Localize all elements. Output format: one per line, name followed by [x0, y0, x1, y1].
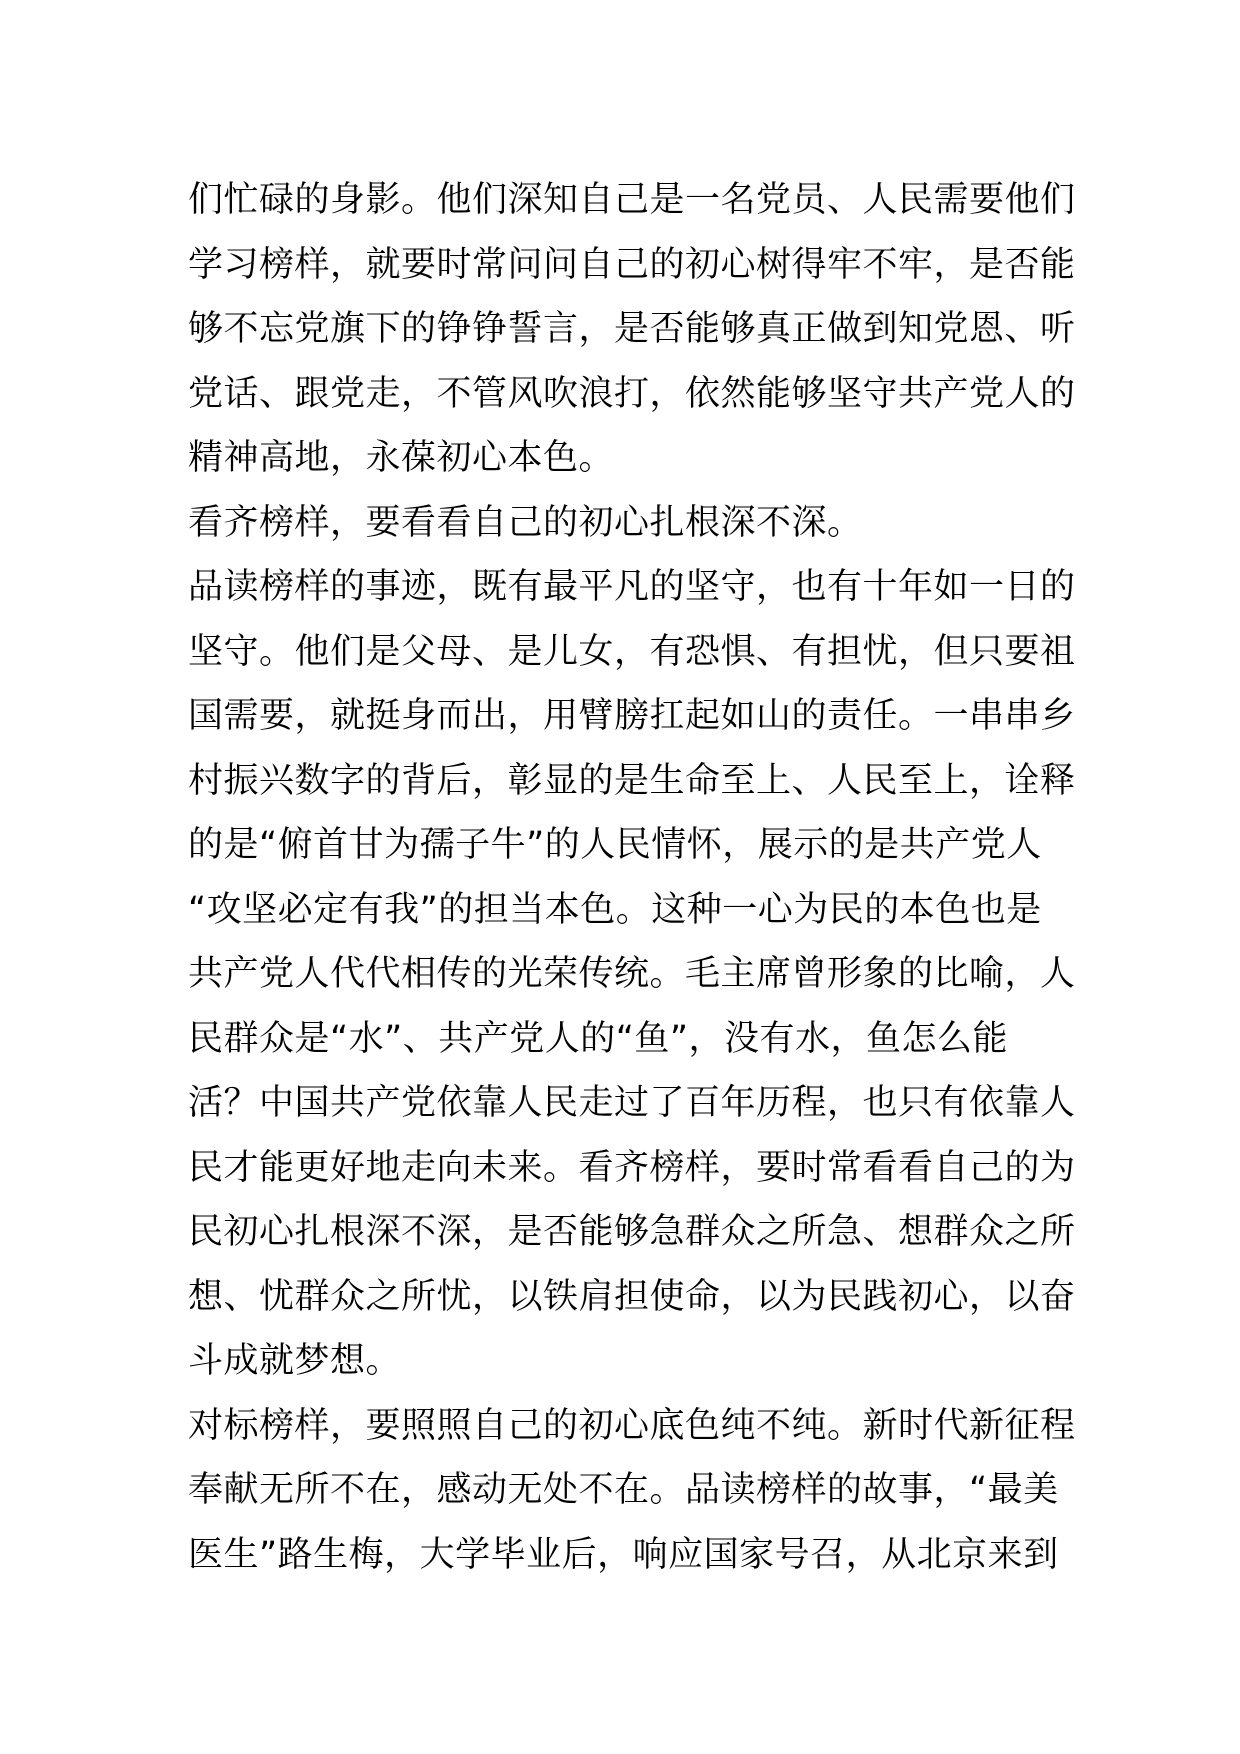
text-line: 的是“俯首甘为孺子牛”的人民情怀，展示的是共产党人	[188, 825, 1042, 865]
text-line: 对标榜样，要照照自己的初心底色纯不纯。新时代新征程	[188, 1405, 1076, 1446]
text-line: 够不忘党旗下的铮铮誓言，是否能够真正做到知党恩、听	[188, 309, 1076, 349]
text-line: 民群众是“水”、共产党人的“鱼”，没有水，鱼怎么能	[188, 1018, 1009, 1059]
text-line: 党话、跟党走，不管风吹浪打，依然能够坚守共产党人的	[188, 373, 1076, 414]
text-line: 活？中国共产党依靠人民走过了百年历程，也只有依靠人	[188, 1083, 1076, 1123]
text-line: 奉献无所不在，感动无处不在。品读榜样的故事，“最美	[188, 1470, 1059, 1510]
body-text	[188, 168, 1076, 1587]
text-line: 医生”路生梅，大学毕业后，响应国家号召，从北京来到	[188, 1534, 1059, 1575]
text-line: 想、忧群众之所忧，以铁肩担使命，以为民践初心，以奋	[188, 1276, 1076, 1317]
text-line: 学习榜样，就要时常问问自己的初心树得牢不牢，是否能	[188, 244, 1076, 285]
text-line: 民初心扎根深不深，是否能够急群众之所急、想群众之所	[188, 1212, 1076, 1252]
text-line: 坚守。他们是父母、是儿女，有恐惧、有担忧，但只要祖	[188, 631, 1076, 672]
text-line: 民才能更好地走向未来。看齐榜样，要时常看看自己的为	[188, 1147, 1076, 1188]
text-line: 国需要，就挺身而出，用臂膀扛起如山的责任。一串串乡	[188, 696, 1076, 736]
text-line: 们忙碌的身影。他们深知自己是一名党员、人民需要他们	[188, 180, 1076, 220]
text-line: 斗成就梦想。	[188, 1341, 402, 1381]
text-line: 村振兴数字的背后，彰显的是生命至上、人民至上，诠释	[188, 760, 1076, 801]
text-line: 品读榜样的事迹，既有最平凡的坚守，也有十年如一日的	[188, 567, 1076, 607]
text-line: 看齐榜样，要看看自己的初心扎根深不深。	[188, 502, 863, 543]
text-line: “攻坚必定有我”的担当本色。这种一心为民的本色也是	[188, 889, 1042, 930]
text-line: 共产党人代代相传的光荣传统。毛主席曾形象的比喻，人	[188, 954, 1076, 994]
text-line: 精神高地，永葆初心本色。	[188, 438, 615, 478]
